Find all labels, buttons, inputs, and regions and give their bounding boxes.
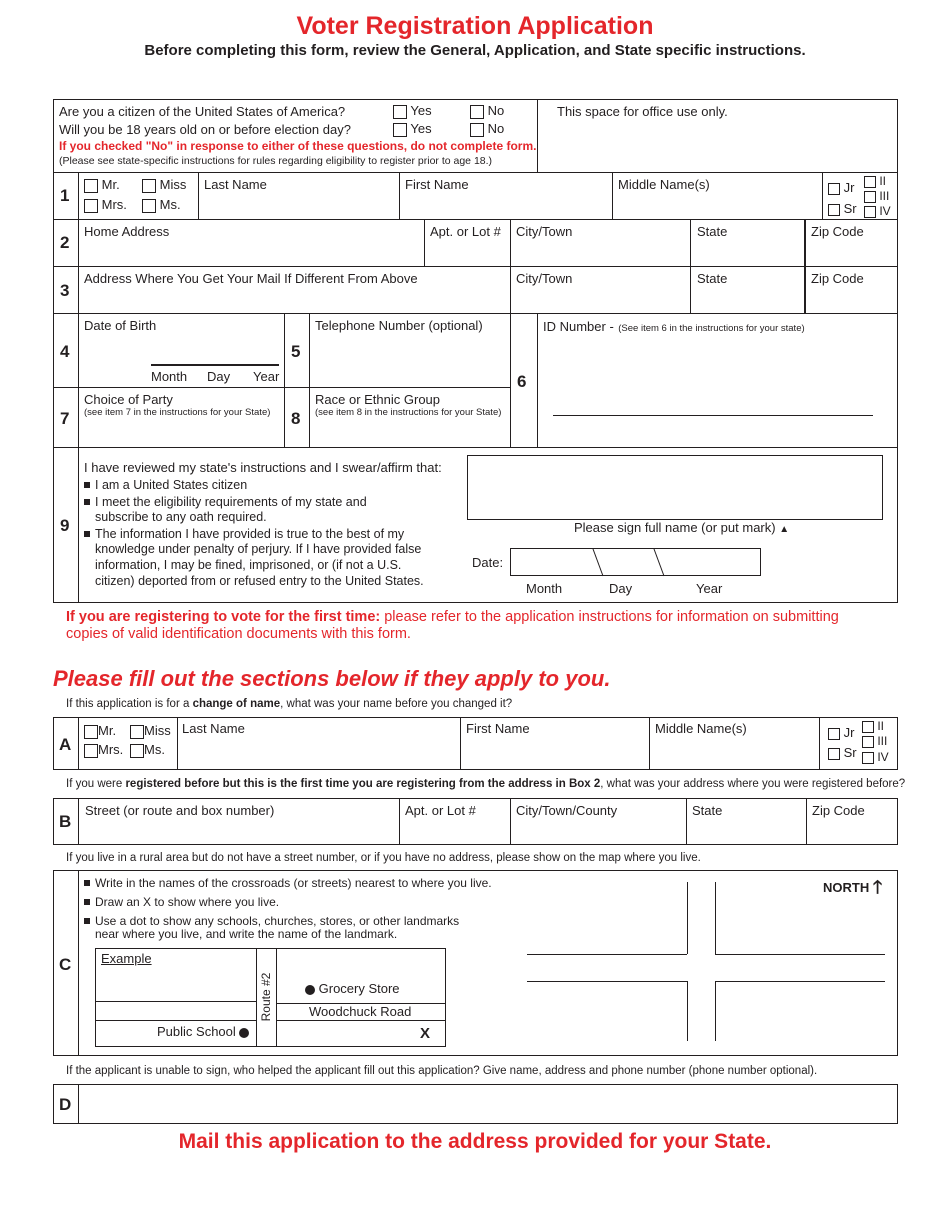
section-d-letter: D xyxy=(59,1095,72,1114)
box-number-7: 7 xyxy=(60,409,70,428)
box-number-3: 3 xyxy=(60,281,70,300)
a-iii-label: III xyxy=(877,734,888,748)
section-c-intro: If you live in a rural area but do not have a street number, or if you have no address, please show on the map where you live. xyxy=(66,852,701,864)
example-label: Example xyxy=(101,951,152,966)
box-number-1: 1 xyxy=(60,186,70,205)
a-miss-checkbox[interactable] xyxy=(130,725,144,739)
sign-month-label: Month xyxy=(526,581,563,596)
section-a-intro: If this application is for a change of name, what was your name before you changed it? xyxy=(66,698,513,710)
no-label: No xyxy=(487,121,505,136)
id-number-note: (See item 6 in the instructions for your state) xyxy=(618,323,805,334)
triangle-up-icon: ▲ xyxy=(779,524,790,535)
a-miss-label: Miss xyxy=(144,723,171,738)
iii-checkbox[interactable] xyxy=(864,191,876,203)
example-x-mark: X xyxy=(420,1025,431,1042)
office-use-label: This space for office use only. xyxy=(557,104,728,119)
eligibility-note: (Please see state-specific instructions for rules regarding eligibility to register prior to age 18.) xyxy=(59,155,493,167)
section-d-box[interactable] xyxy=(53,1084,898,1124)
miss-label: Miss xyxy=(159,177,187,192)
a-middle-name-label: Middle Name(s) xyxy=(655,721,747,736)
a-mr-checkbox[interactable] xyxy=(84,725,98,739)
dob-label: Date of Birth xyxy=(84,318,157,333)
jr-label: Jr xyxy=(843,180,855,195)
box-number-9: 9 xyxy=(60,516,70,535)
a-iv-checkbox[interactable] xyxy=(862,752,874,764)
mail-state-label: State xyxy=(697,271,728,286)
mr-checkbox[interactable] xyxy=(84,179,98,193)
oath-true-3: information, I may be fined, imprisoned, or (if not a U.S. xyxy=(95,558,402,572)
phone-label: Telephone Number (optional) xyxy=(315,318,483,333)
map-instruction-1: Write in the names of the crossroads (or streets) nearest to where you live. xyxy=(95,876,492,890)
oath-eligibility-2: subscribe to any oath required. xyxy=(95,510,267,524)
mrs-label: Mrs. xyxy=(101,197,127,212)
a-mrs-checkbox[interactable] xyxy=(84,744,98,758)
b-city-label: City/Town/County xyxy=(516,803,618,818)
school-label: Public School xyxy=(157,1024,236,1039)
a-mrs-label: Mrs. xyxy=(98,742,124,757)
age-yes-checkbox[interactable] xyxy=(393,123,407,137)
a-ms-label: Ms. xyxy=(144,742,165,757)
miss-checkbox[interactable] xyxy=(142,179,156,193)
mrs-checkbox[interactable] xyxy=(84,199,98,213)
grocery-dot-icon xyxy=(305,985,315,995)
age-no-checkbox[interactable] xyxy=(470,123,484,137)
city-label: City/Town xyxy=(516,224,573,239)
school-dot-icon xyxy=(239,1028,249,1038)
grocery-label: Grocery Store xyxy=(318,981,400,996)
arrow-up-icon: 🡑 xyxy=(872,877,883,897)
ii-checkbox[interactable] xyxy=(864,176,876,188)
date-separators xyxy=(511,549,762,577)
jr-checkbox[interactable] xyxy=(828,183,840,195)
zip-label: Zip Code xyxy=(811,224,864,239)
yes-label: Yes xyxy=(410,103,432,118)
form-title: Voter Registration Application xyxy=(296,12,654,40)
a-ii-checkbox[interactable] xyxy=(862,721,874,733)
id-number-line xyxy=(553,415,873,416)
age-question: Will you be 18 years old on or before election day? xyxy=(59,122,351,137)
yes-label: Yes xyxy=(410,121,432,136)
box-number-2: 2 xyxy=(60,233,70,252)
sign-label: Please sign full name (or put mark) xyxy=(574,520,776,535)
a-sr-label: Sr xyxy=(843,745,857,760)
section-d-intro: If the applicant is unable to sign, who helped the applicant fill out this application? Give name, address and phone number (phone number optional). xyxy=(66,1065,818,1077)
north-label: NORTH xyxy=(823,880,870,895)
a-first-name-label: First Name xyxy=(466,721,530,736)
route-label: Route #2 xyxy=(259,972,273,1022)
a-ii-label: II xyxy=(877,719,885,733)
sections-title: Please fill out the sections below if they apply to you. xyxy=(53,666,611,691)
oath-true-2: knowledge under penalty of perjury. If I have provided false xyxy=(95,542,422,556)
date-label: Date: xyxy=(472,555,504,570)
section-b-letter: B xyxy=(59,812,72,831)
iv-label: IV xyxy=(879,204,891,218)
middle-name-label: Middle Name(s) xyxy=(618,177,710,192)
box-number-6: 6 xyxy=(517,372,527,391)
sign-year-label: Year xyxy=(696,581,723,596)
a-last-name-label: Last Name xyxy=(182,721,245,736)
box-number-5: 5 xyxy=(291,342,301,361)
iv-checkbox[interactable] xyxy=(864,206,876,218)
oath-intro: I have reviewed my state's instructions and I swear/affirm that: xyxy=(84,460,442,475)
map-instruction-3a: Use a dot to show any schools, churches, stores, or other landmarks xyxy=(95,914,460,928)
state-label: State xyxy=(697,224,728,239)
race-label: Race or Ethnic Group xyxy=(315,392,441,407)
b-zip-label: Zip Code xyxy=(812,803,865,818)
oath-true-4: citizen) deported from or refused entry to the United States. xyxy=(95,574,424,588)
a-iii-checkbox[interactable] xyxy=(862,736,874,748)
a-jr-label: Jr xyxy=(843,725,855,740)
oath-citizen: I am a United States citizen xyxy=(95,478,248,492)
party-label: Choice of Party xyxy=(84,392,173,407)
form-subtitle: Before completing this form, review the General, Application, and State specific instructions. xyxy=(144,42,806,59)
section-b-intro: If you were registered before but this is the first time you are registering from the address in Box 2, what was your address where you were registered before? xyxy=(66,778,906,790)
mr-label: Mr. xyxy=(101,177,120,192)
ii-label: II xyxy=(879,174,887,188)
citizen-yes-checkbox[interactable] xyxy=(393,105,407,119)
citizen-no-checkbox[interactable] xyxy=(470,105,484,119)
iii-label: III xyxy=(879,189,890,203)
eligibility-warning: If you checked "No" in response to either of these questions, do not complete form. xyxy=(59,139,537,153)
mail-zip-label: Zip Code xyxy=(811,271,864,286)
a-iv-label: IV xyxy=(877,750,889,764)
first-name-label: First Name xyxy=(405,177,469,192)
id-number-label: ID Number - xyxy=(543,319,614,334)
no-label: No xyxy=(487,103,505,118)
ms-label: Ms. xyxy=(159,197,181,212)
oath-eligibility-1: I meet the eligibility requirements of my state and xyxy=(95,495,367,509)
section-a-letter: A xyxy=(59,735,72,754)
mail-instruction: Mail this application to the address provided for your State. xyxy=(178,1130,772,1153)
a-sr-checkbox[interactable] xyxy=(828,748,840,760)
dob-year-label: Year xyxy=(253,369,280,384)
apt-label: Apt. or Lot # xyxy=(430,224,501,239)
box-number-8: 8 xyxy=(291,409,301,428)
sr-checkbox[interactable] xyxy=(828,204,840,216)
race-note: (see item 8 in the instructions for your State) xyxy=(315,407,502,418)
b-state-label: State xyxy=(692,803,723,818)
party-note: (see item 7 in the instructions for your State) xyxy=(84,407,271,418)
sr-label: Sr xyxy=(843,201,857,216)
sign-day-label: Day xyxy=(609,581,633,596)
first-time-notice: If you are registering to vote for the first time: please refer to the application instructions for information on submitting copies of valid identification documents with this form. xyxy=(66,609,839,642)
a-jr-checkbox[interactable] xyxy=(828,728,840,740)
a-mr-label: Mr. xyxy=(98,723,117,738)
map-instruction-2: Draw an X to show where you live. xyxy=(95,895,280,909)
mail-city-label: City/Town xyxy=(516,271,573,286)
mail-address-label: Address Where You Get Your Mail If Different From Above xyxy=(84,271,418,286)
road-label: Woodchuck Road xyxy=(309,1004,412,1019)
dob-month-label: Month xyxy=(151,369,188,384)
section-c-letter: C xyxy=(59,955,72,974)
last-name-label: Last Name xyxy=(204,177,267,192)
oath-true-1: The information I have provided is true to the best of my xyxy=(95,527,405,541)
home-address-label: Home Address xyxy=(84,224,170,239)
citizen-question: Are you a citizen of the United States of America? xyxy=(59,104,346,119)
sign-date-box[interactable] xyxy=(510,548,761,576)
map-instruction-3b: near where you live, and write the name of the landmark. xyxy=(95,927,398,941)
box-number-4: 4 xyxy=(60,342,70,361)
b-street-label: Street (or route and box number) xyxy=(85,803,275,818)
dob-day-label: Day xyxy=(207,369,231,384)
signature-box[interactable] xyxy=(467,455,883,520)
a-ms-checkbox[interactable] xyxy=(130,744,144,758)
b-apt-label: Apt. or Lot # xyxy=(405,803,476,818)
ms-checkbox[interactable] xyxy=(142,199,156,213)
